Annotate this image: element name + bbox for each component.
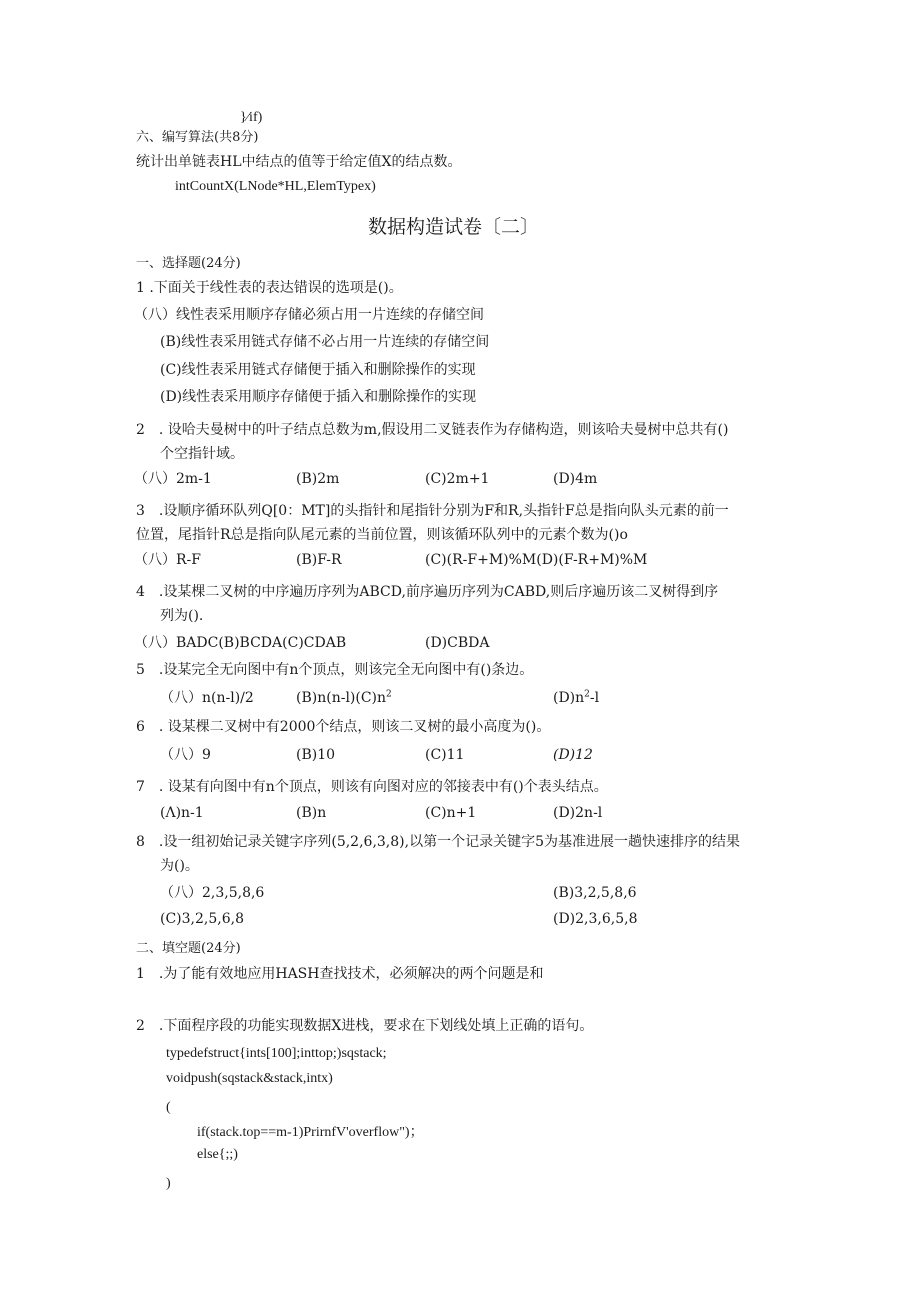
question-3-option-b: (B)F-R: [296, 552, 342, 568]
code-line-5: else{;;): [197, 1147, 238, 1162]
question-1-option-b: (B)线性表采用链式存储不必占用一片连续的存储空间: [160, 334, 490, 350]
question-2-option-c: (C)2m+1: [425, 471, 490, 487]
section-heading-fill-blank: 二、填空题(24分): [136, 941, 241, 956]
question-6-option-b: (B)10: [296, 747, 336, 763]
code-line-6: ): [166, 1176, 171, 1191]
question-2-stem-line1: 2 . 设哈夫曼树中的叶子结点总数为m,假设用二叉链表作为存储构造，则该哈夫曼树中总共有(): [136, 422, 729, 438]
code-line-1: typedefstruct{ints[100];inttop;)sqstack;: [166, 1046, 387, 1061]
question-7-option-a: (Λ)n-1: [160, 805, 204, 821]
question-4-option-abc: （八）BADC(B)BCDA(C)CDAB: [134, 635, 347, 651]
section-heading-algorithm: 六、编写算法(共8分): [136, 130, 259, 145]
section-heading-choice: 一、选择题(24分): [136, 256, 241, 271]
fill-question-1: 1 .为了能有效地应用HASH查找技术，必须解决的两个问题是和: [136, 966, 544, 982]
code-tail: }∕if): [240, 110, 263, 125]
question-3-stem-line2: 位置，尾指针R总是指向队尾元素的当前位置，则该循环队列中的元素个数为()o: [136, 527, 628, 543]
question-3-option-a: （八）R-F: [134, 552, 201, 568]
question-6-option-c: (C)11: [425, 747, 465, 763]
page-title: 数据构造试卷〔二〕: [368, 216, 540, 238]
question-8-option-c: (C)3,2,5,6,8: [160, 911, 244, 927]
question-3-stem-line1: 3 .设顺序循环队列Q[0：MT]的头指针和尾指针分别为F和R,头指针F总是指向队头元素的前一: [136, 503, 729, 519]
question-2-option-d: (D)4m: [553, 471, 598, 487]
question-4-stem-line1: 4 .设某棵二叉树的中序遍历序列为ABCD,前序遍历序列为CABD,则后序遍历该二叉树得到序: [136, 584, 719, 600]
code-line-4: if(stack.top==m-1)PrirnfV'overflow")；: [197, 1125, 424, 1140]
superscript: 2: [386, 689, 392, 700]
question-6-stem: 6 . 设某棵二叉树中有2000个结点，则该二叉树的最小高度为()。: [136, 719, 551, 735]
question-4-option-d: (D)CBDA: [425, 635, 490, 651]
question-5-option-a: （八）n(n-l)∕2: [160, 690, 254, 706]
function-signature: intCountX(LNode*HL,ElemTypex): [175, 179, 376, 194]
question-2-option-b: (B)2m: [296, 471, 340, 487]
question-6-option-d: (D)12: [553, 747, 593, 763]
question-5-option-bc: $(B)n(n-l)(C)n^2$: [296, 689, 392, 706]
question-5-stem: 5 .设某完全无向图中有n个顶点，则该完全无向图中有()条边。: [136, 662, 534, 678]
question-8-option-d: (D)2,3,6,5,8: [553, 911, 638, 927]
question-2-stem-line2: 个空指针域。: [160, 446, 244, 462]
code-line-3: (: [166, 1100, 171, 1115]
question-5-option-d: $(D)n^2-l$: [553, 689, 600, 706]
question-2-option-a: （八）2m-1: [134, 471, 212, 487]
question-7-option-c: (C)n+1: [425, 805, 477, 821]
question-4-stem-line2: 列为().: [160, 608, 204, 624]
question-8-stem-line2: 为()。: [160, 858, 199, 874]
code-line-2: voidpush(sqstack&stack,intx): [166, 1071, 333, 1086]
question-7-option-d: (D)2n-l: [553, 805, 603, 821]
question-8-stem-line1: 8 .设一组初始记录关键字序列(5,2,6,3,8),以第一个记录关键字5为基准进展一趟快速排序的结果: [136, 834, 740, 850]
question-7-stem: 7 . 设某有向图中有n个顶点，则该有向图对应的邻接表中有()个表头结点。: [136, 779, 608, 795]
question-1-option-a: （八）线性表采用顺序存储必须占用一片连续的存储空间: [134, 307, 484, 323]
question-8-option-b: (B)3,2,5,8,6: [553, 885, 637, 901]
question-1-option-d: (D)线性表采用顺序存储便于插入和删除操作的实现: [160, 389, 477, 405]
question-3-option-cd: (C)(R-F+M)%M(D)(F-R+M)%M: [425, 552, 648, 568]
question-8-option-a: （八）2,3,5,8,6: [160, 885, 265, 901]
question-6-option-a: （八）9: [160, 747, 211, 763]
fill-question-2: 2 .下面程序段的功能实现数据X进栈，要求在下划线处填上正确的语句。: [136, 1018, 594, 1034]
question-1-stem: 1 .下面关于线性表的表达错误的选项是()。: [136, 280, 403, 296]
algorithm-task: 统计出单链表HL中结点的值等于给定值X的结点数。: [136, 154, 462, 170]
question-7-option-b: (B)n: [296, 805, 327, 821]
superscript: 2: [584, 689, 590, 700]
question-1-option-c: (C)线性表采用链式存储便于插入和删除操作的实现: [160, 362, 476, 378]
